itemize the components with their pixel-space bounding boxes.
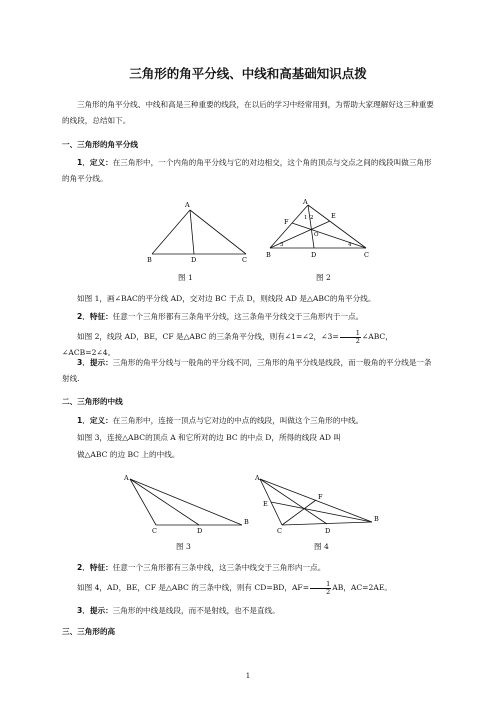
fig2-bisector-cf: [292, 223, 366, 248]
fig3-side-ab: [130, 479, 242, 525]
fig2-label-3: 3: [280, 242, 284, 248]
fig2-side-ac: [308, 205, 366, 248]
fig2-bisector-be: [270, 221, 330, 248]
fig4-label-f: F: [318, 493, 323, 501]
fig1-label-d: D: [191, 256, 197, 264]
fig4-label-a: A: [255, 474, 260, 482]
fig3-label-a: A: [124, 474, 129, 482]
fraction-denominator: 2: [326, 587, 331, 596]
fig4-median-cf: [282, 500, 316, 525]
example2-text-b: ∠ABC，∠ACB=2∠4。: [62, 332, 393, 357]
fig1-label-c: C: [242, 256, 247, 264]
property-text: 任意一个三角形都有三条角平分线，这三条角平分线交于三角形内于一点。: [112, 312, 364, 321]
section1-tip: [62, 355, 434, 387]
fig2-label-a: A: [303, 198, 308, 206]
example2-text-a: 如图 2，线段 AD，BE，CF 是△ABC 的三条角平分线，则有∠1=∠2，∠3=: [77, 332, 339, 341]
fraction-numerator: 1: [340, 330, 361, 338]
figure-3-triangle: [120, 472, 255, 538]
property-text: 任意一个三角形都有三条中线，这三条中线交于三角形内一点。: [112, 563, 326, 572]
fig2-label-2: 2: [310, 215, 314, 221]
section2-heading: 二、三角形的中线: [62, 397, 123, 406]
section2-example: [62, 580, 434, 596]
figure-3-caption: 图 3: [176, 542, 191, 551]
property-label: 2．特征：: [77, 563, 113, 572]
section2-property: [62, 560, 434, 576]
fraction-numerator: 1: [310, 581, 331, 589]
one-half-fraction: [310, 581, 331, 596]
figure-4-triangle: [252, 472, 387, 538]
fig1-label-a: A: [185, 201, 190, 209]
fig3-label-d: D: [197, 527, 203, 535]
fig1-bisector-ad: [190, 210, 194, 254]
fig2-label-4: 4: [348, 242, 352, 248]
figure-4-caption: 图 4: [314, 542, 329, 551]
fig2-label-c: C: [364, 251, 369, 259]
fig2-label-1: 1: [304, 215, 308, 221]
section3-heading: 三、三角形的高: [62, 627, 116, 636]
property-label: 2．特征：: [77, 312, 113, 321]
fig4-label-c: C: [277, 527, 282, 535]
page-title: 三角形的角平分线、中线和高基础知识点拨: [129, 66, 367, 81]
tip-label: 3．提示：: [77, 358, 113, 367]
tip-label: 3．提示：: [77, 606, 113, 615]
example-text-b: AB，AC=2AE。: [332, 583, 392, 592]
section1-definition: [62, 155, 434, 187]
fig4-label-e: E: [263, 500, 268, 508]
page-number: 1: [245, 672, 251, 680]
fig1-side-ac: [190, 210, 246, 254]
fig4-label-b: B: [374, 515, 379, 523]
tip-text: 三角形的中线是线段，而不是射线，也不是直线。: [112, 606, 280, 615]
figure-2-triangle: [258, 197, 378, 267]
intro-paragraph: 三角形的角平分线、中线和高是三种重要的线段，在以后的学习中经常用到，为帮助大家理解好这三种重要的线段，总结如下。: [62, 100, 434, 125]
figure-2-caption: 图 2: [316, 273, 331, 282]
figure-1-caption: 图 1: [178, 273, 193, 282]
definition-text: 在三角形中，连接一顶点与它对边的中点的线段，叫做这个三角形的中线。: [112, 416, 364, 425]
fig3-median-ad: [130, 479, 199, 525]
fig3-label-c: C: [152, 527, 157, 535]
fraction-denominator: 2: [355, 336, 360, 345]
section1-example: 如图 1，画∠BAC的平分线 AD，交对边 BC 于点 D，则线段 AD 是△ABC的角平分线。: [77, 294, 376, 303]
fig2-bisector-ad: [308, 205, 314, 248]
section2-tip: [62, 603, 434, 619]
fig3-label-b: B: [244, 518, 249, 526]
fig4-median-be: [271, 502, 372, 522]
tip-text: 三角形的角平分线与一般角的平分线不同，三角形的角平分线是线段，而一般角的平分线是一条射线.: [62, 358, 432, 383]
section2-definition: [62, 413, 434, 429]
definition-label: 1．定义：: [77, 416, 113, 425]
fig3-side-ac: [130, 479, 156, 525]
fig1-label-b: B: [147, 256, 152, 264]
fig2-label-e: E: [331, 212, 336, 220]
section1-property: [62, 309, 434, 325]
example-text-a: 如图 4，AD，BE，CF 是△ABC 的三条中线，则有 CD=BD，AF=: [77, 583, 310, 592]
fig2-label-b: B: [266, 251, 271, 259]
one-half-fraction: [340, 330, 361, 345]
fig4-side-bc: [282, 522, 372, 525]
section1-heading: 一、三角形的角平分线: [62, 140, 138, 149]
figure-1-triangle: [140, 198, 270, 266]
definition-label: 1．定义：: [77, 158, 113, 167]
section2-line-3: 做△ABC 的边 BC 上的中线。: [77, 450, 180, 459]
fig4-side-ab: [260, 479, 372, 522]
fig4-median-ad: [260, 479, 327, 524]
fig2-label-o: O: [314, 232, 319, 238]
definition-text: 在三角形中，一个内角的角平分线与它的对边相交，这个角的顶点与交点之间的线段叫做三角形的角平分线。: [62, 158, 432, 183]
fig1-side-ab: [152, 210, 190, 254]
section2-line-2: 如图 3，连接△ABC的顶点 A 和它所对的边 BC 的中点 D，所得的线段 AD 叫: [77, 433, 341, 442]
fig4-label-d: D: [325, 527, 331, 535]
fig2-label-f: F: [284, 218, 289, 226]
fig2-label-d: D: [311, 251, 317, 259]
